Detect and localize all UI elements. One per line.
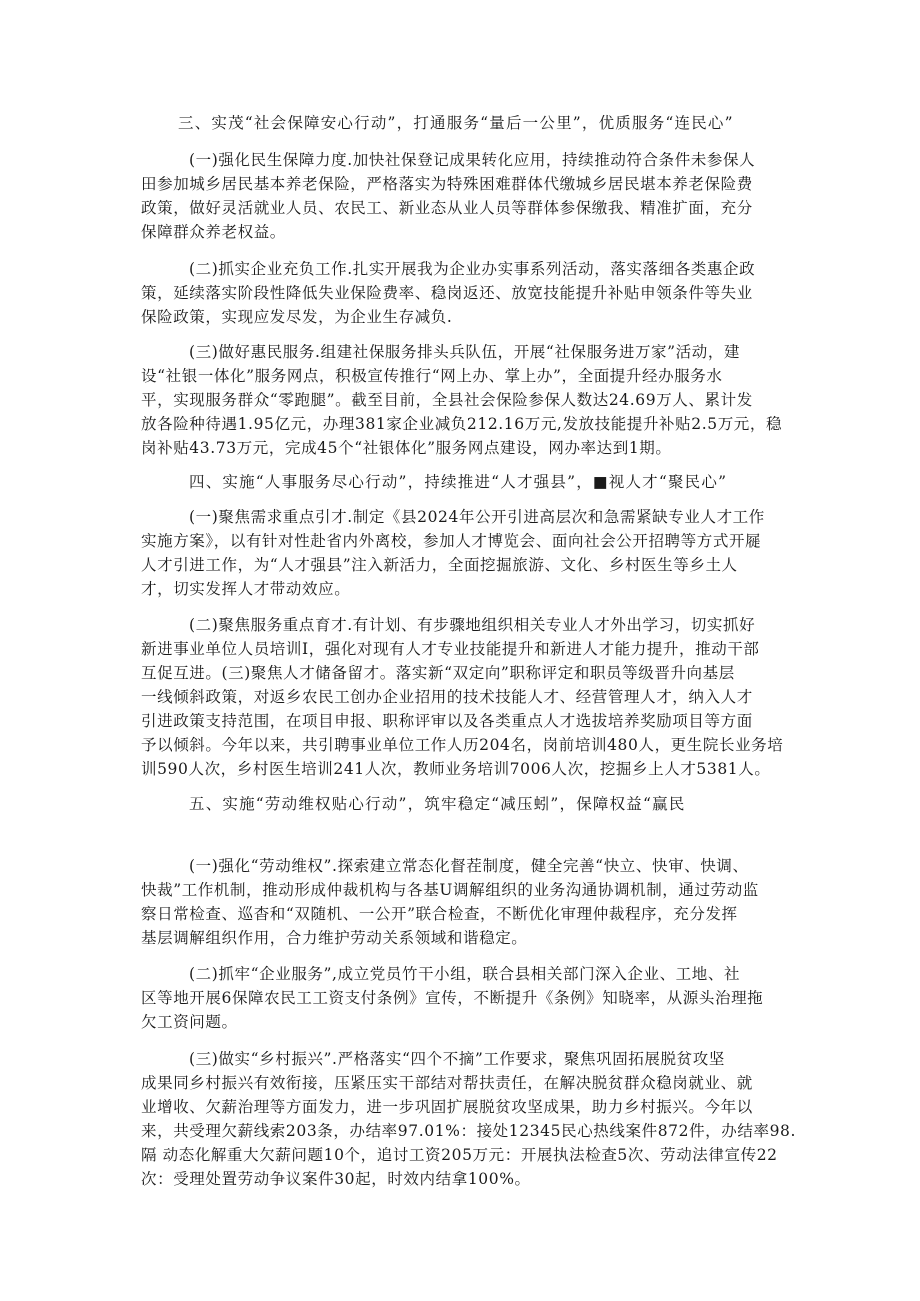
section-4-p2-line-3: 互促互进。(三)聚焦人才储备留才。落实新“双定向”职称评定和职员等级晋升向基层 [141,664,735,682]
section-5-heading: 五、实施“劳动维权贴心行动”，筑牢稳定“减压蚓”，保障权益“赢民 [189,795,686,813]
section-5-p1-line-4: 基层调解组织作用，合力维护劳动关系领域和谐稳定。 [141,929,528,947]
section-5-p3-line-5: 隔 动态化解重大欠薪问题10个，追讨工资205万元：开展执法检查5次、劳动法律宣传22 [141,1146,778,1164]
section-5-p3-line-2: 成果同乡村振兴有效衔接，压紧压实干部结对帮扶责任，在解决脱贫群众稳岗就业、就 [141,1074,753,1092]
section-4-p1-line-1: (一)聚焦需求重点引才.制定《县2024年公开引进高层次和急需紧缺专业人才工作 [189,508,765,526]
section-3-p3-line-4: 放各险种待遇1.95亿元，办理381家企业减负212.16万元,发放技能提升补贴2.5万元，稳 [141,415,783,433]
section-3-p3-line-2: 设“社银一体化”服务网点，积极宣传推行“网上办、掌上办”，全面提升经办服务水 [141,367,723,385]
section-5-p1-line-2: 快裁”工作机制，推动形成仲裁机构与各基U调解组织的业务沟通协调机制，通过劳动监 [141,881,759,899]
section-5-p2-line-2: 区等地开展6保障农民工工资支付条例》宣传，不断提升《条例》知晓率，从源头治理拖 [141,989,764,1007]
section-5-p3-line-3: 业增收、欠薪治理等方面发力，进一步巩固扩展脱贫攻坚成果，助力乡村振兴。今年以 [141,1098,753,1116]
section-3-p2-line-1: (二)抓实企业充负工作.扎实开展我为企业办实事系列活动，落实落细各类惠企政 [189,260,756,278]
section-3-p1-line-2: 田参加城乡居民基本养老保险，严格落实为特殊困难群体代缴城乡居民堪本养老保险费 [141,175,753,193]
section-3-heading: 三、实茂“社会保障安心行动”，打通服务“量后一公里”，优质服务“连民心” [178,114,734,132]
section-4-p1-line-3: 人才引进工作，为“人才强县”注入新活力，全面挖掘旅游、文化、乡村医生等乡土人 [141,556,738,574]
section-3-p3-line-3: 平，实现服务群众“零跑腿”。截至目前，全县社会保险参保人数达24.69万人、累计发 [141,391,753,409]
section-5-p1-line-3: 察日常检查、巡杳和“双随机、一公开”联合检查，不断优化审理仲裁程序，充分发挥 [141,905,738,923]
section-4-p2-line-4: 一线倾斜政策，对返乡农民工创办企业招用的技术技能人才、经营管理人才，纳入人才 [141,688,753,706]
section-3-p3-line-5: 岗补贴43.73万元，完成45个“社银体化”服务网点建设，网办率达到1期。 [141,439,672,457]
section-3-p1-line-3: 政策，做好灵活就业人员、农民工、新业态从业人员等群体参保缴我、精准扩面，充分 [141,199,753,217]
section-4-p1-line-2: 实施方案》，以有针对性赴省内外离校，参加人才博览会、面向社会公开招聘等方式开屣 [141,532,762,550]
section-4-p2-line-7: 训590人次，乡村医生培训241人次，教师业务培训7006人次，挖掘乡上人才5381人。 [141,760,771,778]
section-3-p1-line-4: 保障群众养老权益。 [141,223,286,241]
section-5-p2-line-1: (二)抓牢“企业服务”,成立党员竹干小组，联合县相关部门深入企业、工地、社 [189,965,741,983]
section-3-p2-line-2: 策，延续落实阶段性降低失业保险费率、稳岗返还、放宽技能提升补贴申领条件等失业 [141,284,753,302]
section-4-p2-line-2: 新进事业单位人员培训I，强化对现有人才专业技能提升和新进人才能力提升，推动干部 [141,640,760,658]
section-4-p1-line-4: 才，切实发挥人才带动效应。 [141,580,351,598]
section-5-p1-line-1: (一)强化“劳动维权”.探索建立常态化督茬制度，健全完善“快立、快审、快调、 [189,857,749,875]
section-5-p3-line-1: (三)做实“乡村振兴”.严格落实“四个不摘”工作要求，聚焦巩固拓展脱贫攻坚 [189,1050,725,1068]
section-3-p3-line-1: (三)做好惠民服务.组建社保服务排头兵队伍，开展“社保服务进万家”活动，建 [189,343,741,361]
section-3-p2-line-3: 保险政策，实现应发尽发，为企业生存减负. [141,308,453,326]
section-4-heading: 四、实施“人事服务尽心行动”，持续推进“人才强县”，■视人才“聚民心” [189,473,728,491]
section-5-p3-line-4: 来，共受理欠薪线索203条，办结率97.01%：接处12345民心热线案件872件，办结率98. [141,1122,797,1140]
section-5-p3-line-6: 次：受理处置劳动争议案件30起，时效内结拿100%。 [141,1170,531,1188]
section-4-p2-line-1: (二)聚焦服务重点育才.有计划、有步骤地组织相关专业人才外出学习，切实抓好 [189,616,756,634]
section-5-p2-line-3: 欠工资问题。 [141,1013,238,1031]
section-3-p1-line-1: (一)强化民生保障力度.加快社保登记成果转化应用，持续推动符合条件未参保人 [189,151,756,169]
section-4-p2-line-5: 引进政策支持范围，在项目申报、职称评审以及各类重点人才选拔培养奖励项目等方面 [141,712,753,730]
section-4-p2-line-6: 予以倾斜。今年以来，共引聘事业单位工作人历204名，岗前培训480人，更生院长业务培 [141,736,784,754]
